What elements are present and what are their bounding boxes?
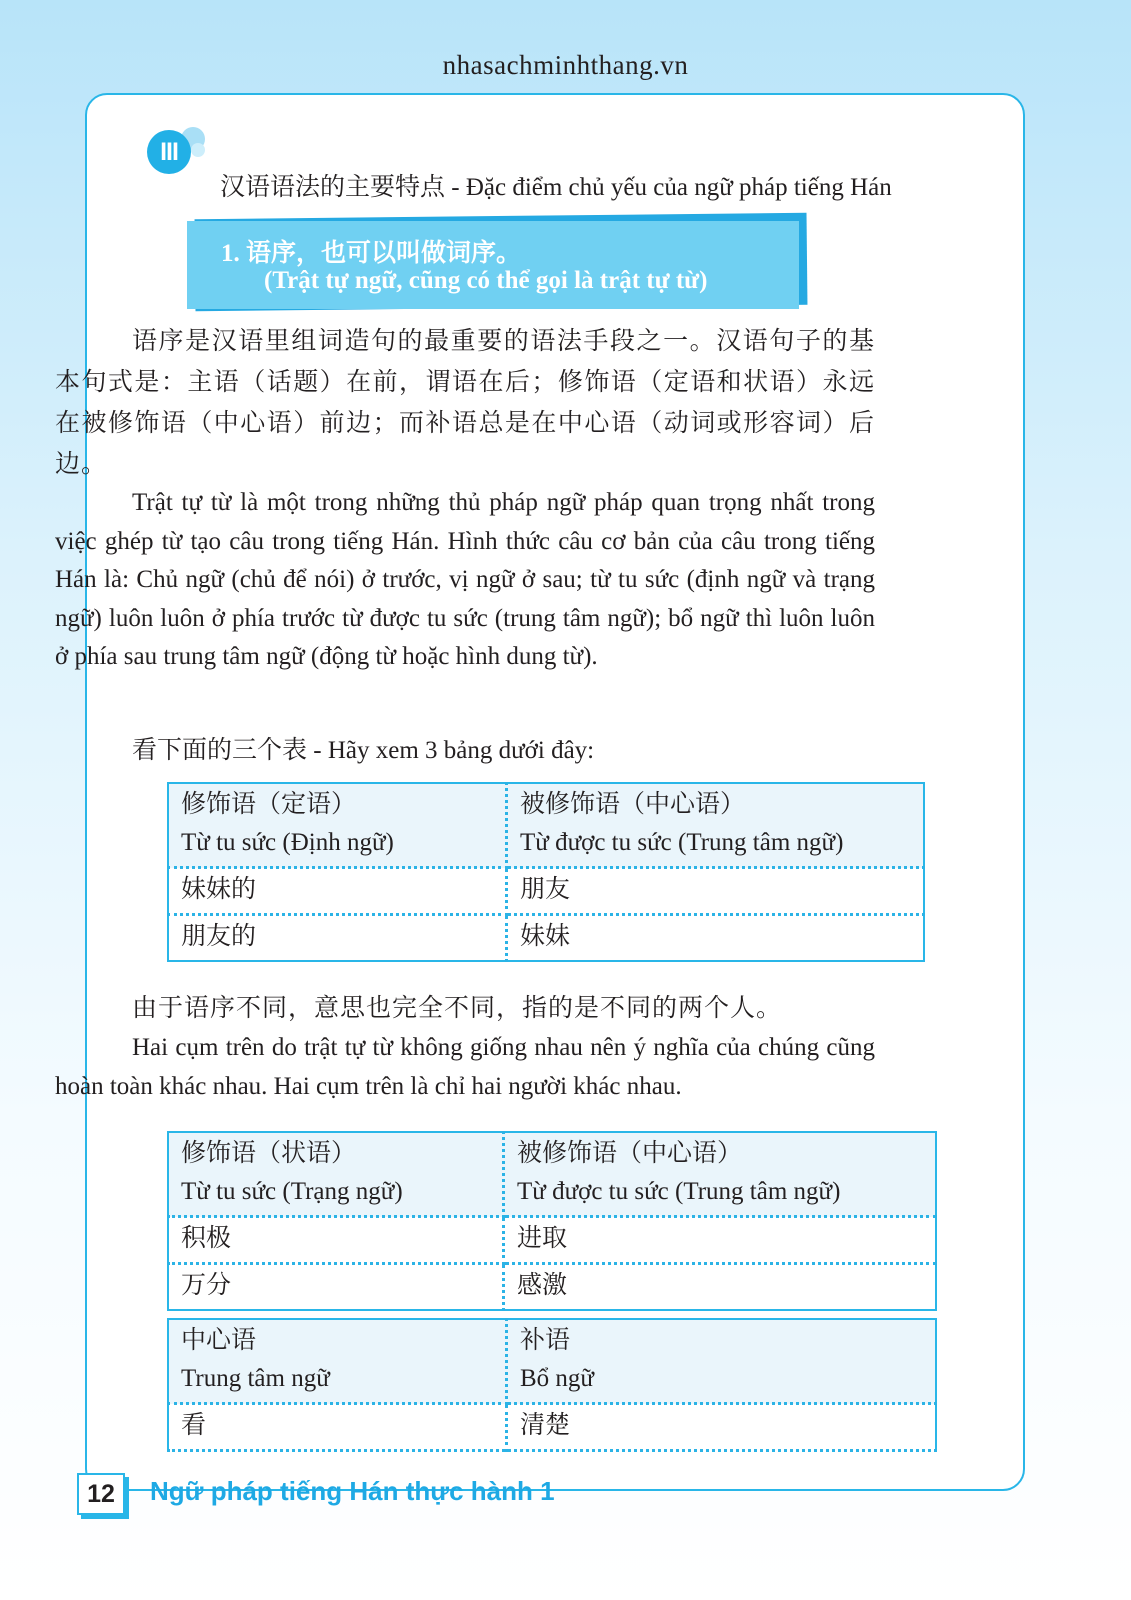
header-zh: 修饰语（定语） — [181, 791, 357, 818]
table-cell: 感激 — [517, 1272, 568, 1299]
table-row — [168, 915, 924, 962]
table-header-row — [168, 1319, 936, 1404]
book-title: Ngữ pháp tiếng Hán thực hành 1 — [150, 1476, 555, 1506]
table-header-row — [168, 1132, 936, 1217]
table-header-cell — [507, 783, 925, 868]
header-vi: Từ tu sức (Định ngữ) — [181, 829, 394, 856]
table-row — [168, 868, 924, 915]
table-attributive — [167, 782, 925, 962]
header-zh: 修饰语（状语） — [181, 1140, 357, 1167]
header-vi: Từ được tu sức (Trung tâm ngữ) — [520, 829, 844, 856]
subsection-title-zh: 1. 语序，也可以叫做词序。 — [221, 240, 522, 267]
header-zh: 被修饰语（中心语） — [520, 791, 746, 818]
header-zh: 补语 — [520, 1327, 571, 1354]
table-row — [168, 1217, 936, 1264]
header-zh: 中心语 — [181, 1327, 257, 1354]
section-number: III — [147, 130, 191, 174]
table-cell: 积极 — [168, 1217, 504, 1264]
section-title: 汉语语法的主要特点 - Đặc điểm chủ yếu của ngữ pháp tiếng Hán — [220, 174, 892, 201]
site-url: nhasachminhthang.vn — [442, 50, 689, 80]
table-cell: 朋友的 — [168, 915, 507, 962]
table-adverbial — [167, 1131, 937, 1311]
table-header-cell — [168, 1132, 504, 1217]
paragraph-zh-2: 由于语序不同，意思也完全不同，指的是不同的两个人。 — [132, 995, 783, 1022]
table-header-cell — [168, 1319, 507, 1404]
paragraph-vi-1: Trật tự từ là một trong những thủ pháp ngữ pháp quan trọng nhất trong việc ghép từ tạo câu trong tiếng Hán. Hình thức câu cơ bản của câu trong tiếng Hán là: Chủ ngữ (chủ để nói) ở trước, vị ngữ ở sau; từ tu sức (định ngữ và trạng ngữ) luôn luôn ở phía trước từ được tu sức (trung tâm ngữ); bổ ngữ thì luôn luôn ở phía sau trung tâm ngữ (động từ hoặc hình dung từ). — [55, 489, 875, 670]
table-header-cell — [504, 1132, 937, 1217]
table-header-cell — [507, 1319, 937, 1404]
paragraph-vi-2: Hai cụm trên do trật tự từ không giống nhau nên ý nghĩa của chúng cũng hoàn toàn khác nhau. Hai cụm trên là chỉ hai người khác nhau. — [55, 1034, 875, 1100]
page-number: 12 — [77, 1473, 125, 1515]
header-zh: 被修饰语（中心语） — [517, 1140, 743, 1167]
table-row — [168, 1404, 936, 1451]
paragraph-zh-1: 语序是汉语里组词造句的最重要的语法手段之一。汉语句子的基本句式是：主语（话题）在前，谓语在后；修饰语（定语和状语）永远在被修饰语（中心语）前边；而补语总是在中心语（动词或形容词）后边。 — [55, 328, 875, 478]
header-vi: Trung tâm ngữ — [181, 1365, 330, 1392]
subsection-banner — [187, 221, 799, 309]
section-badge — [147, 125, 209, 175]
header-vi: Từ tu sức (Trạng ngữ) — [181, 1178, 403, 1205]
subsection-title-vi: (Trật tự ngữ, cũng có thể gọi là trật tự từ) — [264, 267, 708, 294]
table-row — [168, 1264, 936, 1311]
table-cell: 朋友 — [507, 868, 925, 915]
table-cell: 妹妹 — [520, 923, 571, 950]
table-cell: 看 — [168, 1404, 507, 1451]
badge-bubble-decoration-small — [191, 143, 205, 157]
table-cell: 进取 — [504, 1217, 937, 1264]
table-complement — [167, 1318, 937, 1452]
table-cell: 妹妹的 — [168, 868, 507, 915]
table-header-row — [168, 783, 924, 868]
table-cell: 万分 — [168, 1264, 504, 1311]
table-header-cell — [168, 783, 507, 868]
header-vi: Từ được tu sức (Trung tâm ngữ) — [517, 1178, 841, 1205]
header-vi: Bổ ngữ — [520, 1365, 594, 1392]
table-cell: 清楚 — [520, 1412, 571, 1439]
tables-intro: 看下面的三个表 - Hãy xem 3 bảng dưới đây: — [132, 737, 595, 764]
